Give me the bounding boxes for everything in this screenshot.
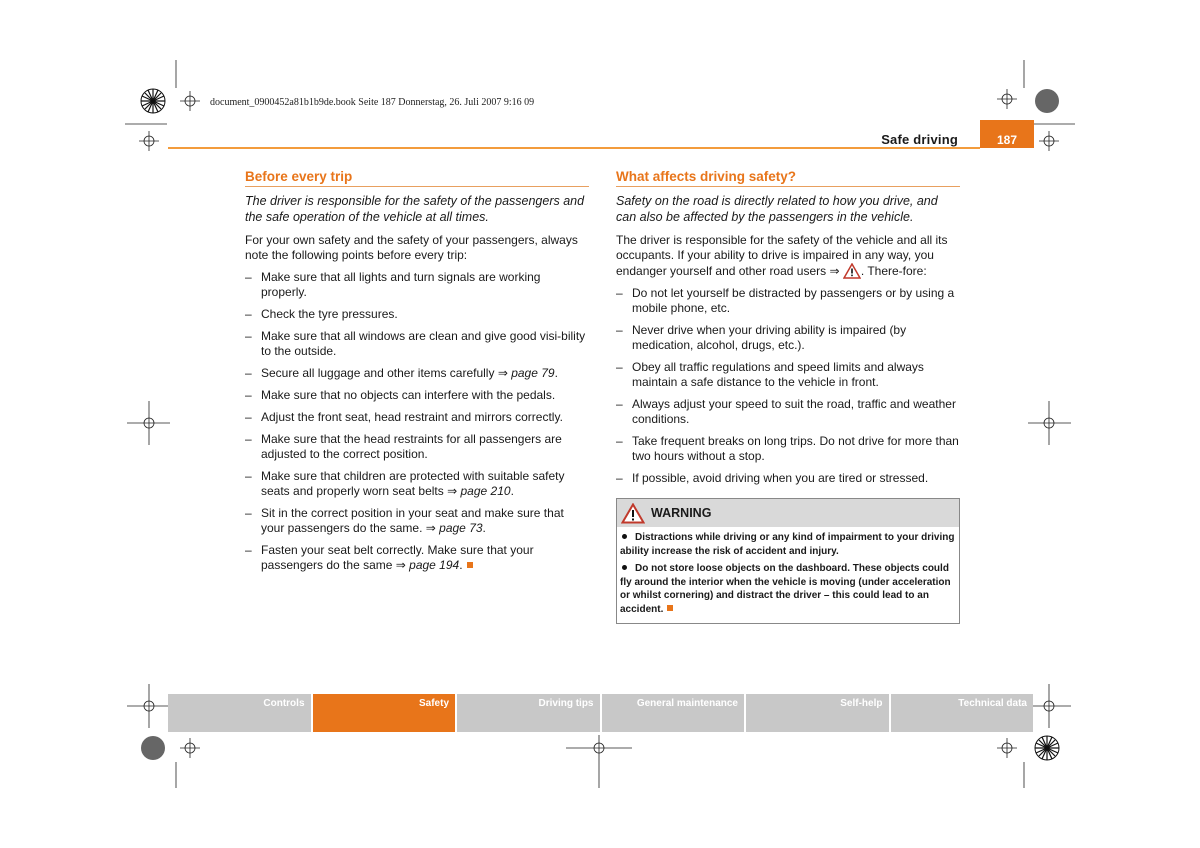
warning-triangle-icon bbox=[843, 263, 861, 279]
warning-header bbox=[617, 499, 959, 527]
right-intro: Safety on the road is directly related to how you drive, and can also be affected by the passengers in the vehicle. bbox=[616, 194, 938, 224]
checklist-item: – Never drive when your driving ability is impaired (by medication, alcohol, drugs, etc.). bbox=[616, 323, 907, 352]
page-reference: page 210 bbox=[457, 484, 511, 498]
warning-box bbox=[616, 498, 960, 624]
tab-self-help[interactable]: Self-help bbox=[746, 694, 889, 732]
end-of-section-mark bbox=[667, 605, 673, 611]
reference-arrow: ⇒ bbox=[425, 521, 436, 535]
right-column bbox=[616, 169, 960, 624]
tab-general-maintenance[interactable]: General maintenance bbox=[602, 694, 745, 732]
warning-triangle-icon bbox=[621, 503, 645, 524]
right-paragraph-tail: . There-fore: bbox=[860, 264, 927, 278]
left-paragraph: For your own safety and the safety of your passengers, always note the following points before every trip: bbox=[245, 233, 578, 262]
warning-body bbox=[617, 527, 959, 623]
warning-bullet: Distractions while driving or any kind of impairment to your driving ability increase the risk of accident and injury. bbox=[620, 532, 955, 557]
page-number: 187 bbox=[980, 120, 1034, 148]
page-reference: page 79 bbox=[507, 366, 555, 380]
tab-technical-data[interactable]: Technical data bbox=[891, 694, 1034, 732]
page-section-title: Safe driving bbox=[881, 132, 958, 147]
warning-label: WARNING bbox=[651, 505, 712, 520]
page-reference: page 194 bbox=[405, 558, 460, 572]
checklist-item: – If possible, avoid driving when you are tired or stressed. bbox=[616, 471, 929, 485]
reference-arrow: ⇒ bbox=[829, 264, 840, 278]
checklist-item: – Take frequent breaks on long trips. Do not drive for more than two hours without a stop. bbox=[616, 434, 959, 463]
checklist-item: – Fasten your seat belt correctly. Make sure that your passengers do the same ⇒ page 194. bbox=[245, 543, 534, 572]
checklist-item: – Make sure that children are protected with suitable safety seats and properly worn seat belts ⇒ page 210. bbox=[245, 469, 565, 498]
tab-safety[interactable]: Safety bbox=[313, 694, 456, 732]
printer-slug-line: document_0900452a81b1b9de.book Seite 187 Donnerstag, 26. Juli 2007 9:16 09 bbox=[210, 97, 535, 108]
tab-controls[interactable]: Controls bbox=[168, 694, 311, 732]
tab-driving-tips[interactable]: Driving tips bbox=[457, 694, 600, 732]
left-column bbox=[245, 169, 589, 580]
checklist-item: – Adjust the front seat, head restraint and mirrors correctly. bbox=[245, 410, 563, 424]
left-intro: The driver is responsible for the safety of the passengers and the safe operation of the vehicle at all times. bbox=[245, 194, 585, 224]
right-checklist bbox=[616, 286, 960, 486]
right-paragraph-text: The driver is responsible for the safety of the vehicle and all its occupants. If your ability to drive is impaired in any way, you endanger yourself and other road users bbox=[616, 233, 948, 278]
checklist-item: – Secure all luggage and other items carefully ⇒ page 79. bbox=[245, 366, 558, 380]
reference-arrow: ⇒ bbox=[497, 366, 508, 380]
right-paragraph bbox=[616, 233, 960, 279]
page-reference: page 73 bbox=[435, 521, 483, 535]
right-heading: What affects driving safety? bbox=[616, 169, 960, 187]
left-heading: Before every trip bbox=[245, 169, 589, 187]
reference-arrow: ⇒ bbox=[447, 484, 458, 498]
checklist-item: – Make sure that no objects can interfere with the pedals. bbox=[245, 388, 556, 402]
checklist-item: – Obey all traffic regulations and speed limits and always maintain a safe distance to the vehicle in front. bbox=[616, 360, 924, 389]
left-checklist bbox=[245, 270, 589, 573]
warning-bullet: Do not store loose objects on the dashboard. These objects could fly around the interior when the vehicle is moving (under acceleration or whilst cornering) and distract the driver – this could lead to an accident. bbox=[620, 563, 951, 615]
checklist-item: – Check the tyre pressures. bbox=[245, 307, 398, 321]
end-of-section-mark bbox=[467, 562, 473, 568]
checklist-item: – Sit in the correct position in your seat and make sure that your passengers do the same. ⇒ page 73. bbox=[245, 506, 564, 535]
checklist-item: – Make sure that all lights and turn signals are working properly. bbox=[245, 270, 541, 299]
chapter-tabs bbox=[168, 694, 1033, 732]
checklist-item: – Do not let yourself be distracted by passengers or by using a mobile phone, etc. bbox=[616, 286, 955, 315]
header-divider bbox=[168, 147, 980, 149]
checklist-item: – Always adjust your speed to suit the road, traffic and weather conditions. bbox=[616, 397, 956, 426]
checklist-item: – Make sure that the head restraints for all passengers are adjusted to the correct position. bbox=[245, 432, 562, 461]
checklist-item: – Make sure that all windows are clean and give good visi-bility to the outside. bbox=[245, 329, 586, 358]
reference-arrow: ⇒ bbox=[395, 558, 406, 572]
